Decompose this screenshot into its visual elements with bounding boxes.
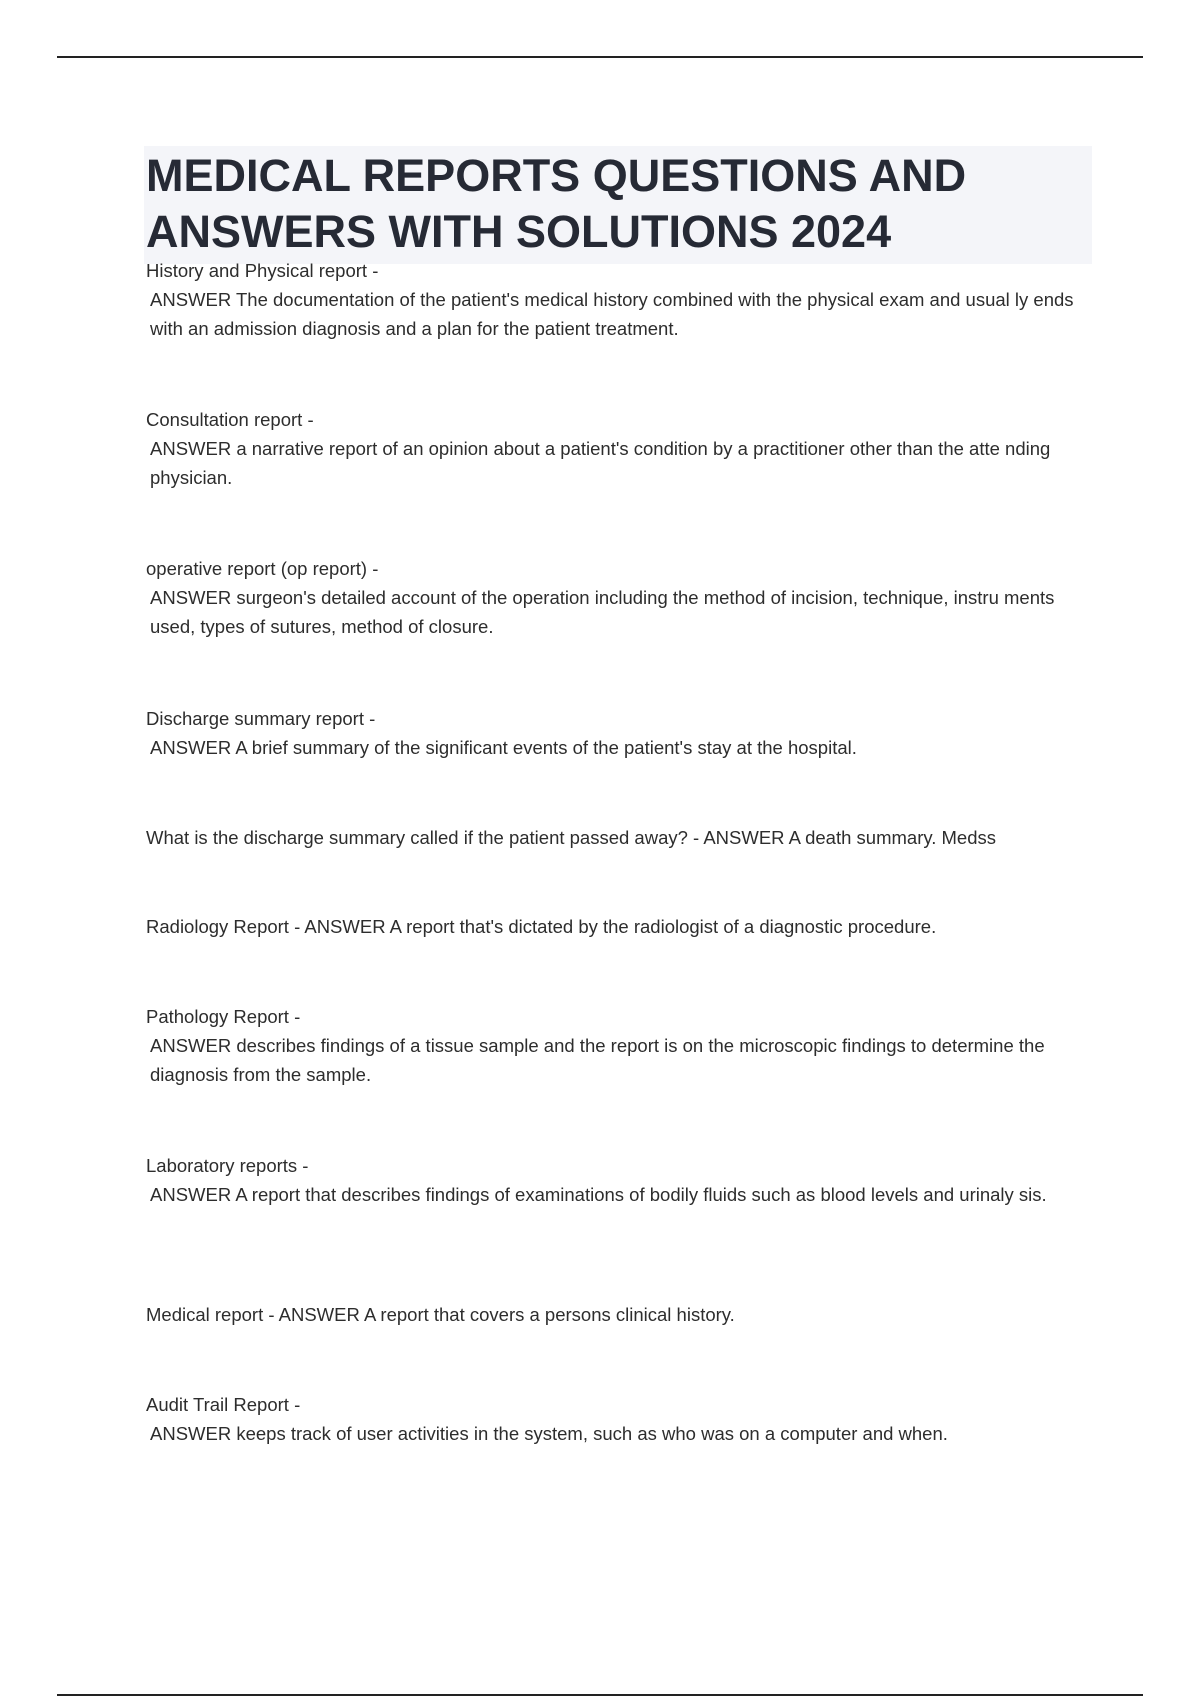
answer-text: ANSWER a narrative report of an opinion about a patient's condition by a practitioner other than the atte nding physician. [150, 438, 1051, 488]
question-text: operative report (op report) - [146, 558, 379, 579]
answer-text: ANSWER surgeon's detailed account of the operation including the method of incision, technique, instru ments used, types of sutures, method of closure. [150, 587, 1055, 637]
answer-text: ANSWER A brief summary of the significant events of the patient's stay at the hospital. [150, 737, 857, 758]
qa-audit-trail [146, 1390, 1092, 1448]
qa-discharge-summary [146, 704, 1092, 762]
qa-consultation [146, 405, 1092, 492]
qa-operative [146, 554, 1092, 641]
qa-radiology [146, 912, 1092, 941]
qa-laboratory [146, 1151, 1092, 1209]
answer-text: ANSWER The documentation of the patient's medical history combined with the physical exam and usual ly ends with an admission diagnosis and a plan for the patient treatment. [150, 289, 1074, 339]
answer-text: ANSWER keeps track of user activities in the system, such as who was on a computer and when. [150, 1423, 948, 1444]
question-text: Consultation report - [146, 409, 314, 430]
qa-line-text: What is the discharge summary called if the patient passed away? - ANSWER A death summary. Medss [146, 827, 996, 848]
title-banner [144, 146, 1092, 264]
qa-pathology [146, 1002, 1092, 1089]
question-text: Discharge summary report - [146, 708, 376, 729]
question-text: History and Physical report - [146, 260, 379, 281]
top-rule [57, 56, 1143, 58]
qa-medical-report [146, 1300, 1092, 1329]
question-text: Laboratory reports - [146, 1155, 309, 1176]
qa-death-summary [146, 823, 1092, 852]
question-text: Audit Trail Report - [146, 1394, 301, 1415]
qa-line-text: Medical report - ANSWER A report that covers a persons clinical history. [146, 1304, 735, 1325]
question-text: Pathology Report - [146, 1006, 301, 1027]
qa-history-physical [146, 256, 1092, 343]
answer-text: ANSWER A report that describes findings of examinations of bodily fluids such as blood levels and urinaly sis. [150, 1184, 1047, 1205]
document-title: MEDICAL REPORTS QUESTIONS AND ANSWERS WITH SOLUTIONS 2024 [146, 150, 967, 257]
bottom-rule [57, 1694, 1143, 1696]
qa-line-text: Radiology Report - ANSWER A report that's dictated by the radiologist of a diagnostic procedure. [146, 916, 937, 937]
document-body [146, 146, 1092, 1444]
answer-text: ANSWER describes findings of a tissue sample and the report is on the microscopic findings to determine the diagnosis from the sample. [150, 1035, 1045, 1085]
